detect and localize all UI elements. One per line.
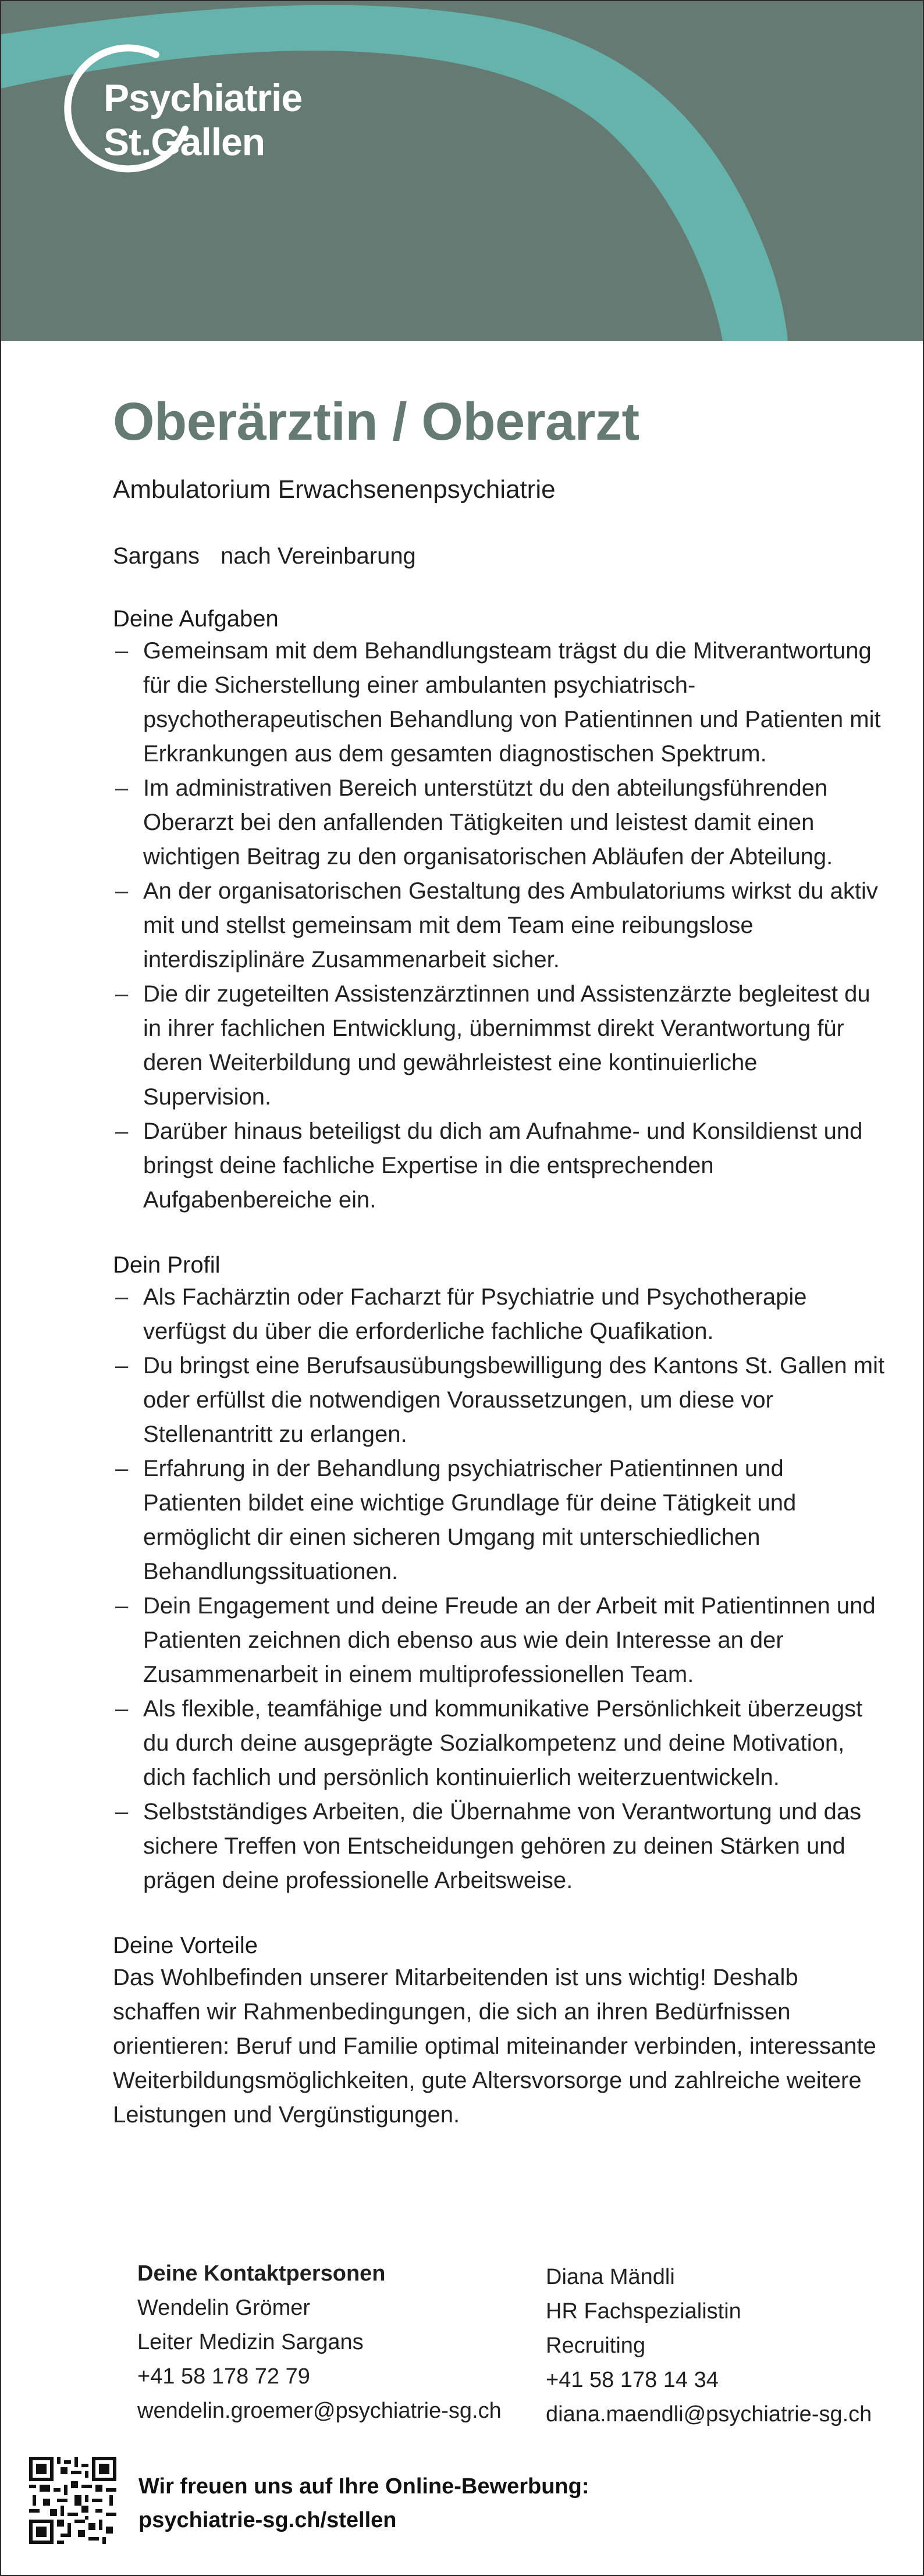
contact-person-2 [546, 2260, 872, 2432]
location: Sargans [113, 543, 200, 569]
profile-section [113, 1250, 887, 1898]
profile-list [113, 1280, 887, 1898]
tasks-section [113, 604, 887, 1217]
header-banner [1, 1, 923, 341]
list-item: – Gemeinsam mit dem Behandlungsteam trägst du die Mitverantwortung für die Sicherstellung einer ambulanten psychiatrisch-psychotherapeutischen Behandlung von Patientinnen und Patienten mit Erkrankungen aus dem gesamten diagnostischen Spektrum. [113, 634, 887, 771]
apply-call-to-action [138, 2470, 589, 2537]
logo-line-1: Psychiatrie [104, 76, 303, 119]
logo-line-2: St.Gallen [104, 120, 265, 163]
list-item: – An der organisatorischen Gestaltung des Ambulatoriums wirkst du aktiv mit und stellst gemeinsam mit dem Team eine reibungslose interdisziplinäre Zusammenarbeit sicher. [113, 874, 887, 977]
contact-role: Leiter Medizin Sargans [137, 2330, 364, 2354]
contact-phone: +41 58 178 14 34 [546, 2368, 719, 2392]
list-item: – Im administrativen Bereich unterstützt du den abteilungsführenden Oberarzt bei den anfallenden Tätigkeiten und leistest damit einen wichtigen Beitrag zu den organisatorischen Abläufen der Abteilung. [113, 771, 887, 874]
logo-wordmark [104, 76, 302, 164]
benefits-text: Das Wohlbefinden unserer Mitarbeitenden ist uns wichtig! Deshalb schaffen wir Rahmenbedingungen, die sich an ihren Bedürfnissen orientieren: Beruf und Familie optimal miteinander verbinden, interessante Weiterbildungsmöglichkeiten, gute Altersvorsorge und zahlreiche weitere Leistungen und Vergünstigungen. [113, 1965, 876, 2128]
apply-link[interactable]: psychiatrie-sg.ch/stellen [138, 2508, 397, 2532]
contact-email[interactable]: diana.maendli@psychiatrie-sg.ch [546, 2402, 872, 2427]
list-item: – Du bringst eine Berufsausübungsbewilligung des Kantons St. Gallen mit oder erfüllst die notwendigen Voraussetzungen, um diese vor Stellenantritt zu erlangen. [113, 1349, 887, 1452]
profile-heading: Dein Profil [113, 1252, 221, 1278]
benefits-section [113, 1930, 887, 2132]
department: Ambulatorium Erwachsenenpsychiatrie [113, 475, 556, 504]
apply-text: Wir freuen uns auf Ihre Online-Bewerbung: [138, 2474, 589, 2499]
list-item: – Selbstständiges Arbeiten, die Übernahme von Verantwortung und das sichere Treffen von Entscheidungen gehören zu deinen Stärken und prägen deine professionelle Arbeitsweise. [113, 1795, 887, 1898]
job-title: Oberärztin / Oberarzt [113, 392, 639, 451]
benefits-heading: Deine Vorteile [113, 1933, 258, 1958]
list-item: – Als Fachärztin oder Facharzt für Psychiatrie und Psychotherapie verfügst du über die erforderliche fachliche Quafikation. [113, 1280, 887, 1349]
list-item: – Darüber hinaus beteiligst du dich am Aufnahme- und Konsildienst und bringst deine fachliche Expertise in die entsprechenden Aufgabenbereiche ein. [113, 1114, 887, 1217]
list-item: – Die dir zugeteilten Assistenzärztinnen und Assistenzärzte begleitest du in ihrer fachlichen Entwicklung, übernimmst direkt Verantwortung für deren Weiterbildung und gewährleistest eine kontinuierliche Supervision. [113, 977, 887, 1114]
start-date: nach Vereinbarung [220, 543, 416, 569]
tasks-heading: Deine Aufgaben [113, 606, 279, 632]
main-content [113, 390, 887, 2132]
list-item: – Dein Engagement und deine Freude an der Arbeit mit Patientinnen und Patienten zeichnen dich ebenso aus wie dein Interesse an der Zusammenarbeit in einem multiprofessionellen Team. [113, 1589, 887, 1692]
list-item: – Erfahrung in der Behandlung psychiatrischer Patientinnen und Patienten bildet eine wichtige Grundlage für deine Tätigkeit und ermöglicht dir einen sicheren Umgang mit unterschiedlichen Behandlungssituationen. [113, 1452, 887, 1589]
contacts-heading: Deine Kontaktpersonen [137, 2261, 386, 2286]
contact-name: Wendelin Grömer [137, 2296, 311, 2320]
list-item: – Als flexible, teamfähige und kommunikative Persönlichkeit überzeugst du durch deine ausgeprägte Sozialkompetenz und deine Motivation, dich fachlich und persönlich kontinuierlich weiterzuentwickeln. [113, 1692, 887, 1795]
contact-email[interactable]: wendelin.groemer@psychiatrie-sg.ch [137, 2399, 502, 2423]
tasks-list [113, 634, 887, 1217]
job-meta [113, 541, 887, 571]
contact-role-2: Recruiting [546, 2333, 646, 2358]
contact-phone: +41 58 178 72 79 [137, 2364, 310, 2389]
contact-name: Diana Mändli [546, 2265, 675, 2289]
contact-role: HR Fachspezialistin [546, 2299, 741, 2324]
qr-code-icon[interactable] [29, 2457, 116, 2544]
contact-person-1 [137, 2257, 502, 2428]
